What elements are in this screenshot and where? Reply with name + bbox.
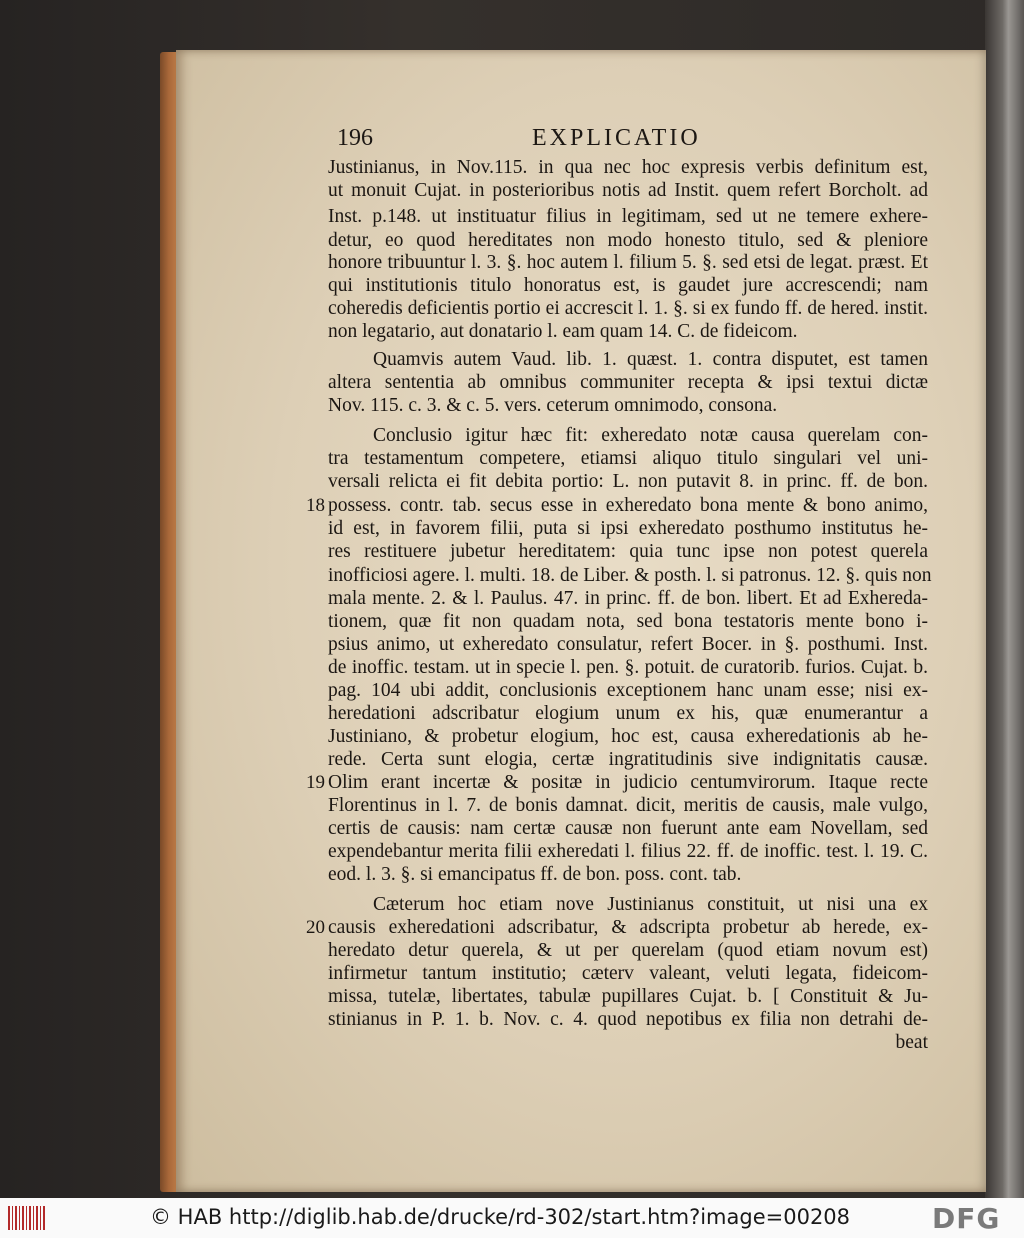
text-line: infirmetur tantum institutio; cæterv valeant, veluti legata, fideicom- (328, 963, 928, 984)
footer-bar (0, 1198, 1024, 1238)
text-line: Cæterum hoc etiam nove Justinianus constituit, ut nisi una ex (373, 894, 928, 915)
text-line: possess. contr. tab. secus esse in exheredato bona mente & bono animo, (328, 495, 928, 516)
text-line: expendebantur merita filii exheredati l. filius 22. ff. de inoffic. test. l. 19. C. (328, 841, 928, 862)
text-line: coheredis deficientis portio ei accrescit l. 1. §. si ex fundo ff. de hered. instit. (328, 298, 928, 319)
text-line: heredationi adscribatur elogium unum ex his, quæ enumerantur a (328, 703, 928, 724)
text-line: rede. Certa sunt elogia, certæ ingratitudinis sive indignitatis causæ. (328, 749, 928, 770)
text-line: Justinianus, in Nov.115. in qua nec hoc expresis verbis definitum est, (328, 157, 928, 178)
text-line: id est, in favorem filii, puta si ipsi exheredato posthumo institutus he- (328, 518, 928, 539)
running-title: EXPLICATIO (532, 125, 701, 151)
text-line: de inoffic. testam. ut in specie l. pen. §. potuit. de curatorib. furios. Cujat. b. (328, 657, 928, 678)
margin-number: 20 (306, 917, 325, 938)
text-line: inofficiosi agere. l. multi. 18. de Liber. & posth. l. si patronus. 12. §. quis non (328, 565, 932, 586)
margin-number: 18 (306, 495, 325, 516)
text-line: Inst. p.148. ut instituatur filius in legitimam, sed ut ne temere exhere- (328, 206, 928, 227)
text-line: Florentinus in l. 7. de bonis damnat. dicit, meritis de causis, male vulgo, (328, 795, 928, 816)
text-line: pag. 104 ubi addit, conclusionis exceptionem hanc unam esse; nisi ex- (328, 680, 928, 701)
text-line: qui institutionis titulo honoratus est, is gaudet jure accrescendi; nam (328, 275, 928, 296)
text-line: eod. l. 3. §. si emancipatus ff. de bon. poss. cont. tab. (328, 864, 742, 885)
text-line: res restituere jubetur hereditatem: quia tunc ipse non potest querela (328, 541, 928, 562)
margin-number: 19 (306, 772, 325, 793)
book-edge-right (985, 0, 1024, 1198)
text-line: Justiniano, & probetur elogium, hoc est, causa exheredationis ab he- (328, 726, 928, 747)
text-line: altera sententia ab omnibus communiter recepta & ipsi textui dictæ (328, 372, 928, 393)
text-line: psius animo, ut exheredato consulatur, refert Bocer. in §. posthumi. Inst. (328, 634, 928, 655)
text-line: tra testamentum competere, etiamsi aliquo titulo singulari vel uni- (328, 448, 928, 469)
text-line: Quamvis autem Vaud. lib. 1. quæst. 1. contra disputet, est tamen (373, 349, 928, 370)
footer-link[interactable]: © HAB http://diglib.hab.de/drucke/rd-302/start.htm?image=00208 (150, 1205, 851, 1229)
page-number: 196 (337, 125, 373, 151)
text-line: missa, tutelæ, libertates, tabulæ pupillares Cujat. b. [ Constituit & Ju- (328, 986, 928, 1007)
text-line: Olim erant incertæ & positæ in judicio centumvirorum. Itaque recte (328, 772, 928, 793)
dfg-logo: DFG (932, 1202, 1001, 1235)
text-line: tionem, quæ fit non quadam nota, sed bona testatoris mente bono i- (328, 611, 928, 632)
text-line: non legatario, aut donatario l. eam quam 14. C. de fideicom. (328, 321, 798, 342)
barcode-icon (8, 1206, 46, 1230)
text-line: heredato detur querela, & ut per querelam (quod etiam novum est) (328, 940, 928, 961)
text-line: ut monuit Cujat. in posterioribus notis ad Instit. quem refert Borcholt. ad (328, 180, 928, 201)
text-line: versali relicta ei fit debita portio: L. non putavit 8. in princ. ff. de bon. (328, 471, 928, 492)
catchword: beat (895, 1032, 928, 1053)
text-line: Conclusio igitur hæc fit: exheredato notæ causa querelam con- (373, 425, 928, 446)
text-line: detur, eo quod hereditates non modo honesto titulo, sed & pleniore (328, 230, 928, 251)
text-line: certis de causis: nam certæ causæ non fuerunt ante eam Novellam, sed (328, 818, 928, 839)
text-line: honore tribuuntur l. 3. §. hoc autem l. filium 5. §. sed etsi de legat. præst. Et (328, 252, 928, 273)
text-line: stinianus in P. 1. b. Nov. c. 4. quod nepotibus ex filia non detrahi de- (328, 1009, 928, 1030)
text-line: mala mente. 2. & l. Paulus. 47. in princ. ff. de bon. libert. Et ad Exhereda- (328, 588, 928, 609)
text-line: causis exheredationi adscribatur, & adscripta probetur ab herede, ex- (328, 917, 928, 938)
text-line: Nov. 115. c. 3. & c. 5. vers. ceterum omnimodo, consona. (328, 395, 778, 416)
